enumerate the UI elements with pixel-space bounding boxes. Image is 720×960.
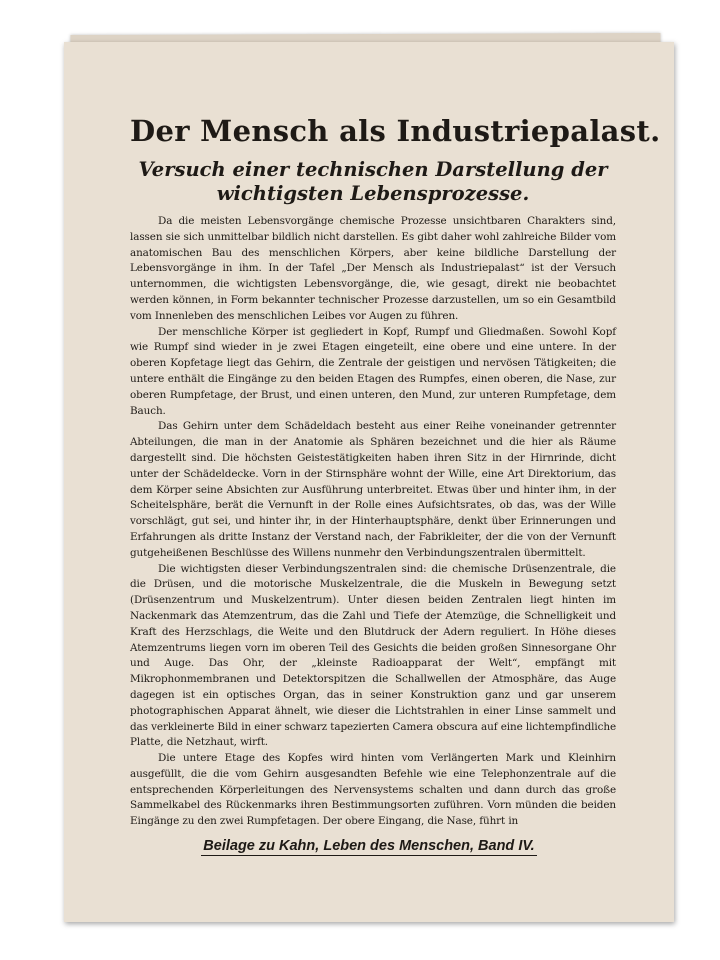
footer-note: Beilage zu Kahn, Leben des Menschen, Band IV. (203, 838, 535, 854)
document-body (130, 214, 616, 830)
paragraph: Das Gehirn unter dem Schädeldach besteht aus einer Reihe voneinander getrennter Abteilungen, die man in der Anatomie als Sphären bezeichnet und die hier als Räume dargestellt sind. Die höchsten Geistestätigkeiten haben ihren Sitz in der Hirnrinde, dicht unter der Schädeldecke. Vorn in der Stirnsphäre wohnt der Wille, eine Art Direktorium, das dem Körper seine Absichten zur Ausführung unterbreitet. Etwas über und hinter ihm, in der Scheitelsphäre, berät die Vernunft in der Rolle eines Aufsichtsrates, ob das, was der Wille vorschlägt, gut sei, und hinter ihr, in der Hinterhauptsphäre, denkt über Erinnerungen und Erfahrungen als dritte Instanz der Verstand nach, der Fabrikleiter, der die von der Vernunft gutgeheißenen Beschlüsse des Willens nunmehr den Verbindungszentralen übermittelt. (130, 420, 616, 559)
document-subtitle (130, 158, 616, 206)
document-footer (64, 838, 674, 854)
subtitle-line-1: Versuch einer technischen Darstellung der (138, 158, 608, 181)
subtitle-line-2: wichtigsten Lebensprozesse. (216, 182, 530, 205)
document-page (64, 42, 674, 922)
document-title: Der Mensch als Industriepalast. (130, 114, 661, 148)
paragraph: Die wichtigsten dieser Verbindungszentralen sind: die chemische Drüsenzentrale, die die Drüsen, und die motorische Muskelzentrale, die die Muskeln in Bewegung setzt (Drüsenzentrum und Muskelzentrum). Unter diesen beiden Zentralen liegt hinten im Nackenmark das Atemzentrum, das die Zahl und Tiefe der Atemzüge, die Schnelligkeit und Kraft des Herzschlags, die Weite und den Blutdruck der Adern reguliert. In Höhe dieses Atemzentrums liegen vorn im oberen Teil des Gesichts die beiden großen Sinnesorgane Ohr und Auge. Das Ohr, der „kleinste Radioapparat der Welt“, empfängt mit Mikrophonmembranen und Detektorspitzen die Schallwellen der Atmosphäre, das Auge dagegen ist ein optisches Organ, das in seiner Konstruktion ganz und gar unserem photographischen Apparat ähnelt, wie dieser die Lichtstrahlen in einer Linse sammelt und das verkleinerte Bild in einer schwarz tapezierten Camera obscura auf eine lichtempfindliche Platte, die Netzhaut, wirft. (130, 562, 616, 749)
paragraph: Da die meisten Lebensvorgänge chemische Prozesse unsichtbaren Charakters sind, lassen sie sich unmittelbar bildlich nicht darstellen. Es gibt daher wohl zahlreiche Bilder vom anatomischen Bau des menschlichen Körpers, aber keine bildliche Darstellung der Lebensvorgänge in ihm. In der Tafel „Der Mensch als Industriepalast“ ist der Versuch unternommen, die wichtigsten Lebensvorgänge, die, wie gesagt, direkt nie beobachtet werden können, in Form bekannter technischer Prozesse darzustellen, um so ein Gesamtbild vom Innenleben des menschlichen Leibes vor Augen zu führen. (130, 215, 616, 322)
paragraph: Der menschliche Körper ist gegliedert in Kopf, Rumpf und Gliedmaßen. Sowohl Kopf wie Rumpf sind wieder in je zwei Etagen eingeteilt, eine obere und eine untere. In der oberen Kopfetage liegt das Gehirn, die Zentrale der geistigen und nervösen Tätigkeiten; die untere enthält die Eingänge zu den beiden Etagen des Rumpfes, einen oberen, die Nase, zur oberen Rumpfetage, der Brust, und einen unteren, den Mund, zur unteren Rumpfetage, dem Bauch. (130, 325, 616, 417)
paragraph: Die untere Etage des Kopfes wird hinten vom Verlängerten Mark und Kleinhirn ausgefüllt, die die vom Gehirn ausgesandten Befehle wie eine Telephonzentrale auf die entsprechenden Körperleitungen des Nervensystems schalten und dann durch das große Sammelkabel des Rückenmarks ihren Bestimmungsorten zuführen. Vorn münden die beiden Eingänge zu den zwei Rumpfetagen. Der obere Eingang, die Nase, führt in (130, 752, 616, 828)
